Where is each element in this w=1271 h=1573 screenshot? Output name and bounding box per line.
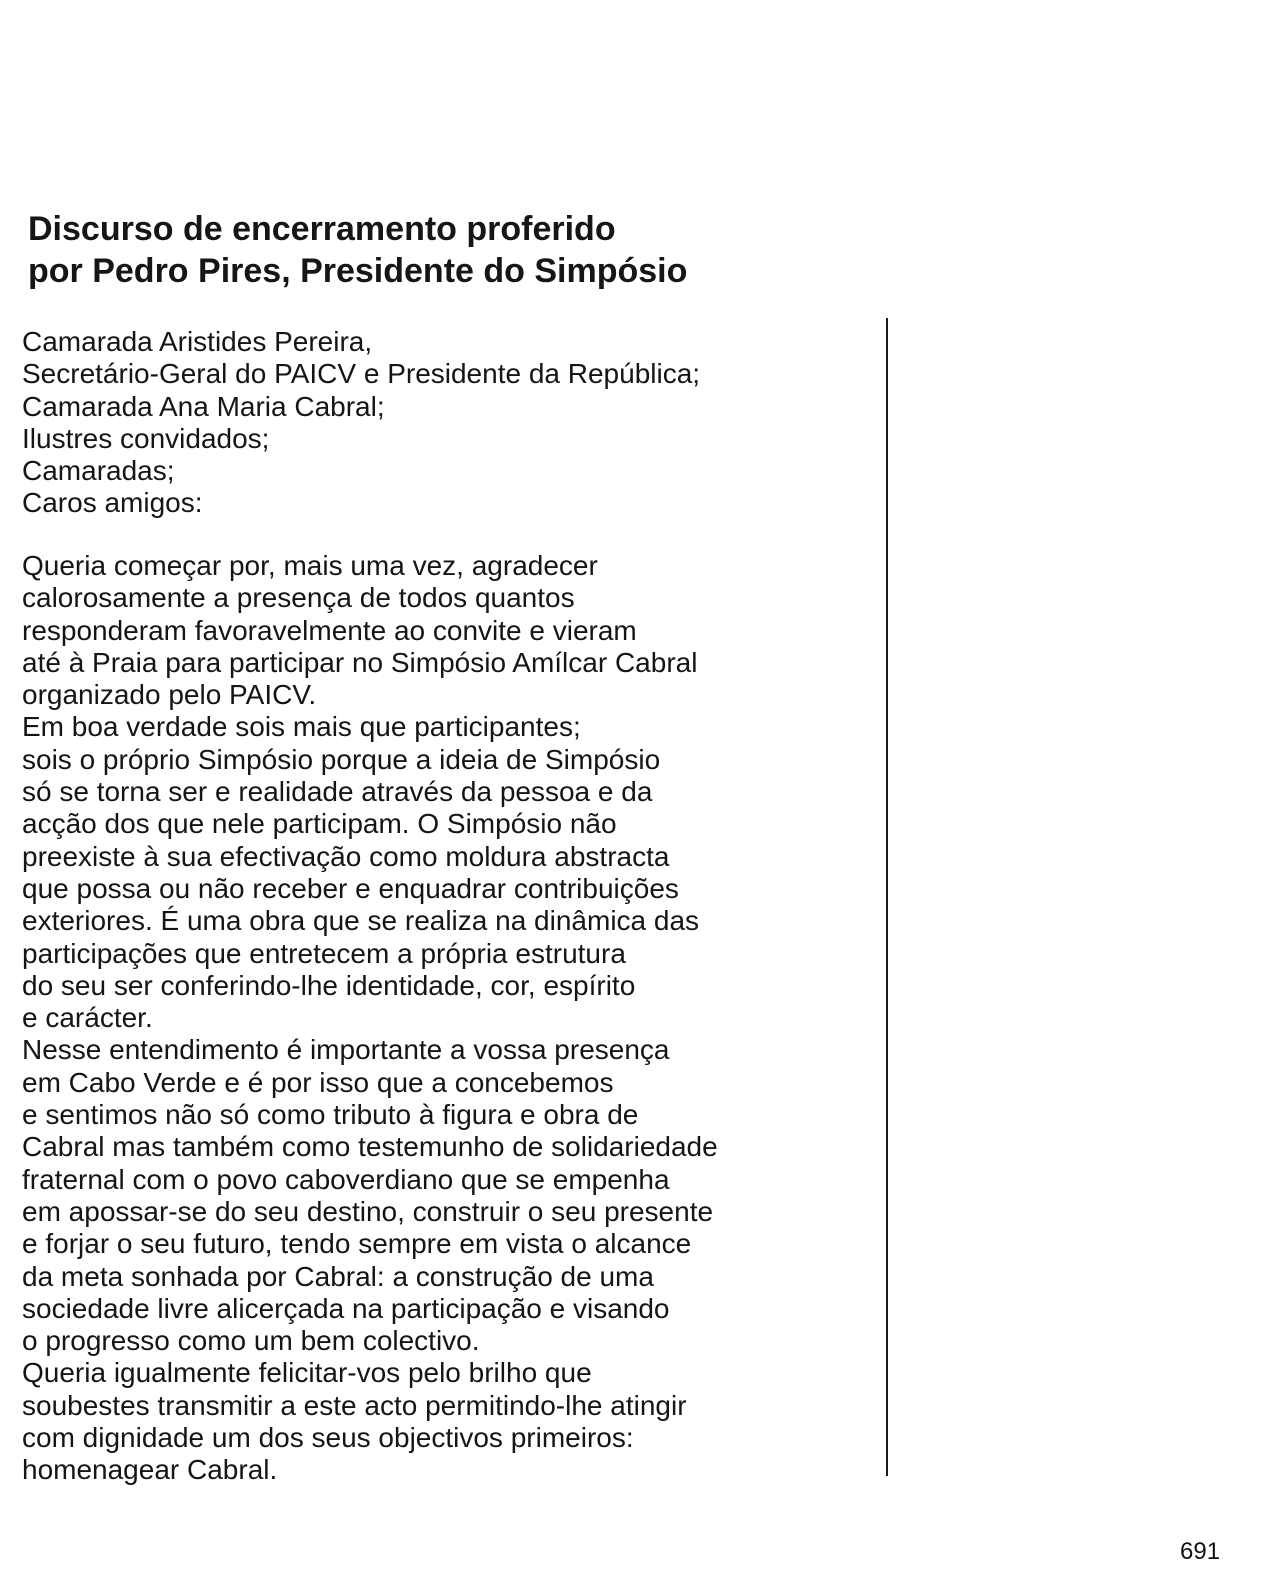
body-line: e sentimos não só como tributo à figura e obra de <box>22 1099 639 1131</box>
body-line: Em boa verdade sois mais que participantes; <box>22 711 581 743</box>
body-line: responderam favoravelmente ao convite e vieram <box>22 614 637 646</box>
body-line: em apossar-se do seu destino, construir o seu presente <box>22 1195 714 1227</box>
body-line: e carácter. <box>22 1002 153 1034</box>
body-line: até à Praia para participar no Simpósio Amílcar Cabral <box>22 646 698 678</box>
body-line: acção dos que nele participam. O Simpósio não <box>22 808 617 840</box>
vertical-rule <box>886 318 888 1476</box>
body-line: que possa ou não receber e enquadrar contribuições <box>22 872 679 904</box>
body-line: e forjar o seu futuro, tendo sempre em vista o alcance <box>22 1228 692 1260</box>
page-number: 691 <box>1180 1538 1221 1565</box>
body-line: Queria começar por, mais uma vez, agradecer <box>22 550 598 581</box>
body-line: soubestes transmitir a este acto permitindo-lhe atingir <box>22 1389 687 1421</box>
body-line: sociedade livre alicerçada na participação e visando <box>22 1292 670 1324</box>
body-line: preexiste à sua efectivação como moldura abstracta <box>22 840 670 872</box>
body-line: exteriores. É uma obra que se realiza na dinâmica das <box>22 905 700 937</box>
body-line: da meta sonhada por Cabral: a construção de uma <box>22 1260 654 1292</box>
title-line: Discurso de encerramento proferido <box>28 210 616 248</box>
salutation-line: Camarada Ana Maria Cabral; <box>22 390 385 422</box>
body-line: participações que entretecem a própria estrutura <box>22 937 626 969</box>
title-line: por Pedro Pires, Presidente do Simpósio <box>28 252 688 290</box>
body-line: fraternal com o povo caboverdiano que se empenha <box>22 1163 670 1195</box>
body-line: organizado pelo PAICV. <box>22 679 317 711</box>
body-line: Cabral mas também como testemunho de solidariedade <box>22 1131 718 1163</box>
salutation-block <box>22 326 882 520</box>
body-line: só se torna ser e realidade através da pessoa e da <box>22 776 653 808</box>
body-line: o progresso como um bem colectivo. <box>22 1325 480 1357</box>
salutation-line: Ilustres convidados; <box>22 422 270 454</box>
body-line: Nesse entendimento é importante a vossa presença <box>22 1034 670 1066</box>
page-title <box>28 208 687 292</box>
body-line: sois o próprio Simpósio porque a ideia de Simpósio <box>22 743 661 775</box>
body-line: do seu ser conferindo-lhe identidade, cor, espírito <box>22 969 636 1001</box>
body-line: calorosamente a presença de todos quantos <box>22 582 575 614</box>
body-line: com dignidade um dos seus objectivos primeiros: <box>22 1422 634 1454</box>
body-line: em Cabo Verde e é por isso que a concebemos <box>22 1066 614 1098</box>
salutation-line: Camarada Aristides Pereira, <box>22 326 373 357</box>
salutation-line: Camaradas; <box>22 455 175 487</box>
salutation-line: Caros amigos: <box>22 487 203 519</box>
body-line: homenagear Cabral. <box>22 1454 278 1486</box>
speech-body <box>22 550 882 1487</box>
body-line: Queria igualmente felicitar-vos pelo brilho que <box>22 1357 592 1389</box>
salutation-line: Secretário-Geral do PAICV e Presidente da República; <box>22 358 701 390</box>
